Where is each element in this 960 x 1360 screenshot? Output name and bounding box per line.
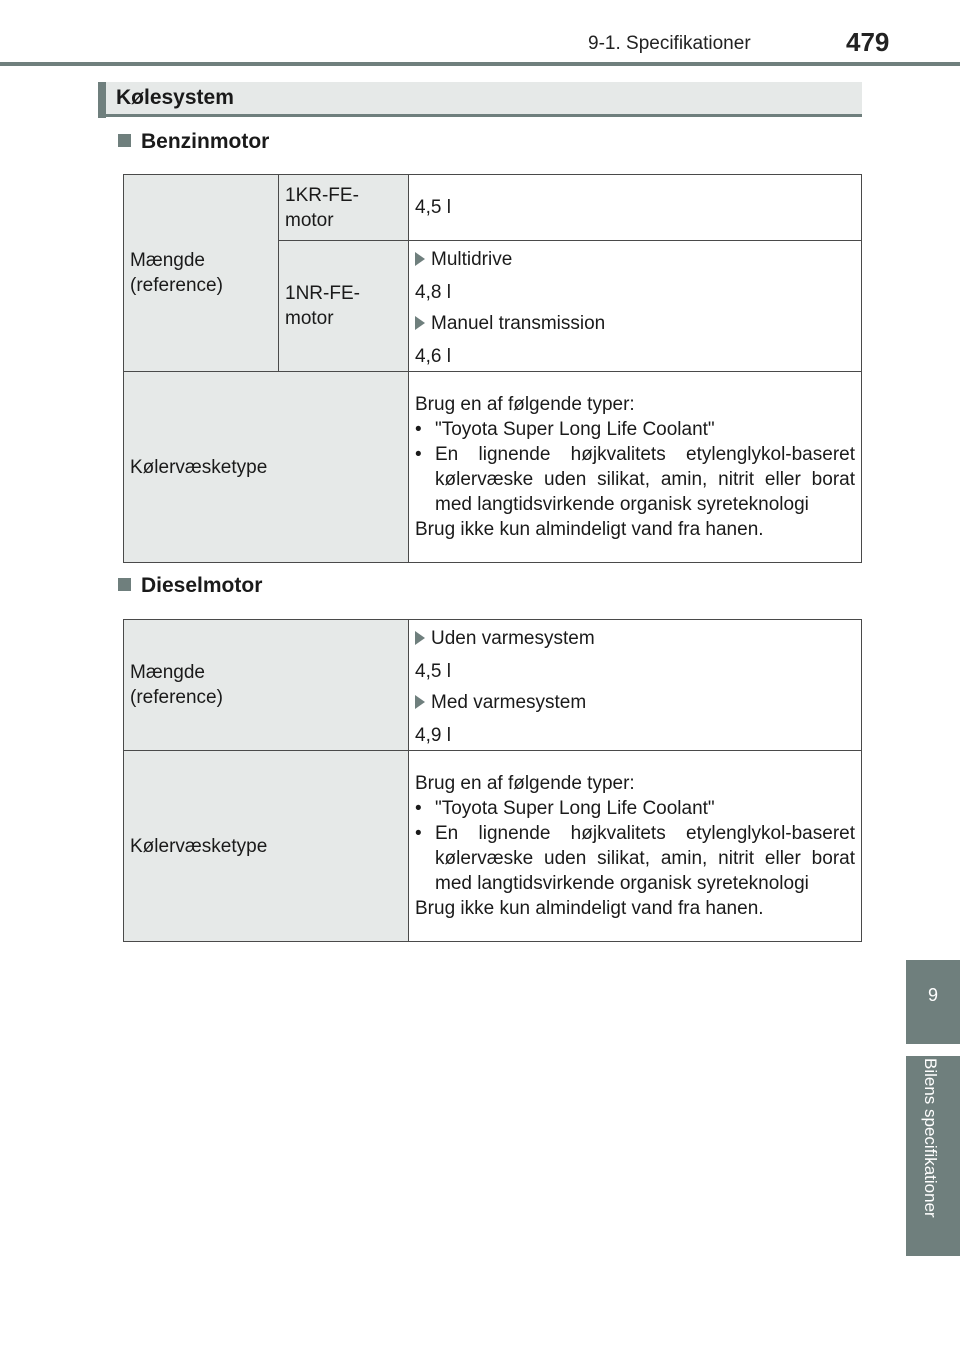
square-bullet-icon: [118, 578, 131, 591]
square-bullet-icon: [118, 134, 131, 147]
option-row: [415, 247, 855, 272]
option-row: [415, 690, 855, 715]
option-label: Med varmesystem: [431, 691, 587, 713]
table-row: [124, 175, 862, 241]
petrol-type-label: Kølervæsketype: [124, 372, 409, 563]
chapter-title: Bilens specifikationer: [921, 1058, 940, 1218]
desc-intro: Brug en af følgende typer:: [415, 773, 635, 794]
petrol-engine1-name: 1KR-FE- motor: [279, 175, 409, 241]
diesel-heading-text: Dieselmotor: [141, 574, 263, 597]
diesel-type-description: [409, 751, 862, 942]
petrol-spec-table: [123, 174, 862, 563]
desc-bullet: • "Toyota Super Long Life Coolant": [415, 796, 855, 821]
petrol-engine2-name: 1NR-FE- motor: [279, 241, 409, 372]
table-row: [124, 620, 862, 751]
petrol-quantity-label: Mængde (reference): [124, 175, 279, 372]
option-value: 4,5 l: [415, 660, 451, 682]
petrol-type-description: [409, 372, 862, 563]
desc-intro: Brug en af følgende typer:: [415, 394, 635, 415]
diesel-spec-table: [123, 619, 862, 942]
triangle-right-icon: [415, 252, 425, 266]
desc-outro: Brug ikke kun almindeligt vand fra hanen.: [415, 898, 764, 919]
triangle-right-icon: [415, 631, 425, 645]
header-section-title: 9-1. Specifikationer: [588, 33, 751, 54]
option-label: Multidrive: [431, 248, 513, 270]
desc-outro: Brug ikke kun almindeligt vand fra hanen.: [415, 519, 764, 540]
triangle-right-icon: [415, 316, 425, 330]
header-rule: [0, 62, 960, 66]
page-number: 479: [846, 27, 890, 57]
desc-bullet: • En lignende højkvalitets etylenglykol-baseret kølervæske uden silikat, amin, nitrit eller borat med langtidsvirkende organisk syreteknologi: [415, 442, 855, 517]
option-label: Uden varmesystem: [431, 627, 595, 649]
section-title: Kølesystem: [116, 86, 234, 109]
diesel-heading: [118, 574, 262, 598]
table-row: [124, 372, 862, 563]
petrol-heading-text: Benzinmotor: [141, 130, 270, 153]
triangle-right-icon: [415, 695, 425, 709]
table-row: [124, 751, 862, 942]
option-row: [415, 311, 855, 336]
petrol-heading: [118, 130, 269, 154]
desc-bullet: • "Toyota Super Long Life Coolant": [415, 417, 855, 442]
diesel-quantity-label: Mængde (reference): [124, 620, 409, 751]
option-row: [415, 626, 855, 651]
section-bar-marker: [98, 82, 106, 118]
option-label: Manuel transmission: [431, 312, 606, 334]
desc-bullet: • En lignende højkvalitets etylenglykol-baseret kølervæske uden silikat, amin, nitrit eller borat med langtidsvirkende organisk syreteknologi: [415, 821, 855, 896]
petrol-engine2-values: [409, 241, 862, 372]
diesel-quantity-values: [409, 620, 862, 751]
petrol-engine1-value: 4,5 l: [409, 175, 862, 241]
diesel-type-label: Kølervæsketype: [124, 751, 409, 942]
chapter-number: 9: [927, 985, 938, 1005]
option-value: 4,6 l: [415, 345, 451, 367]
option-value: 4,9 l: [415, 724, 451, 746]
option-value: 4,8 l: [415, 281, 451, 303]
